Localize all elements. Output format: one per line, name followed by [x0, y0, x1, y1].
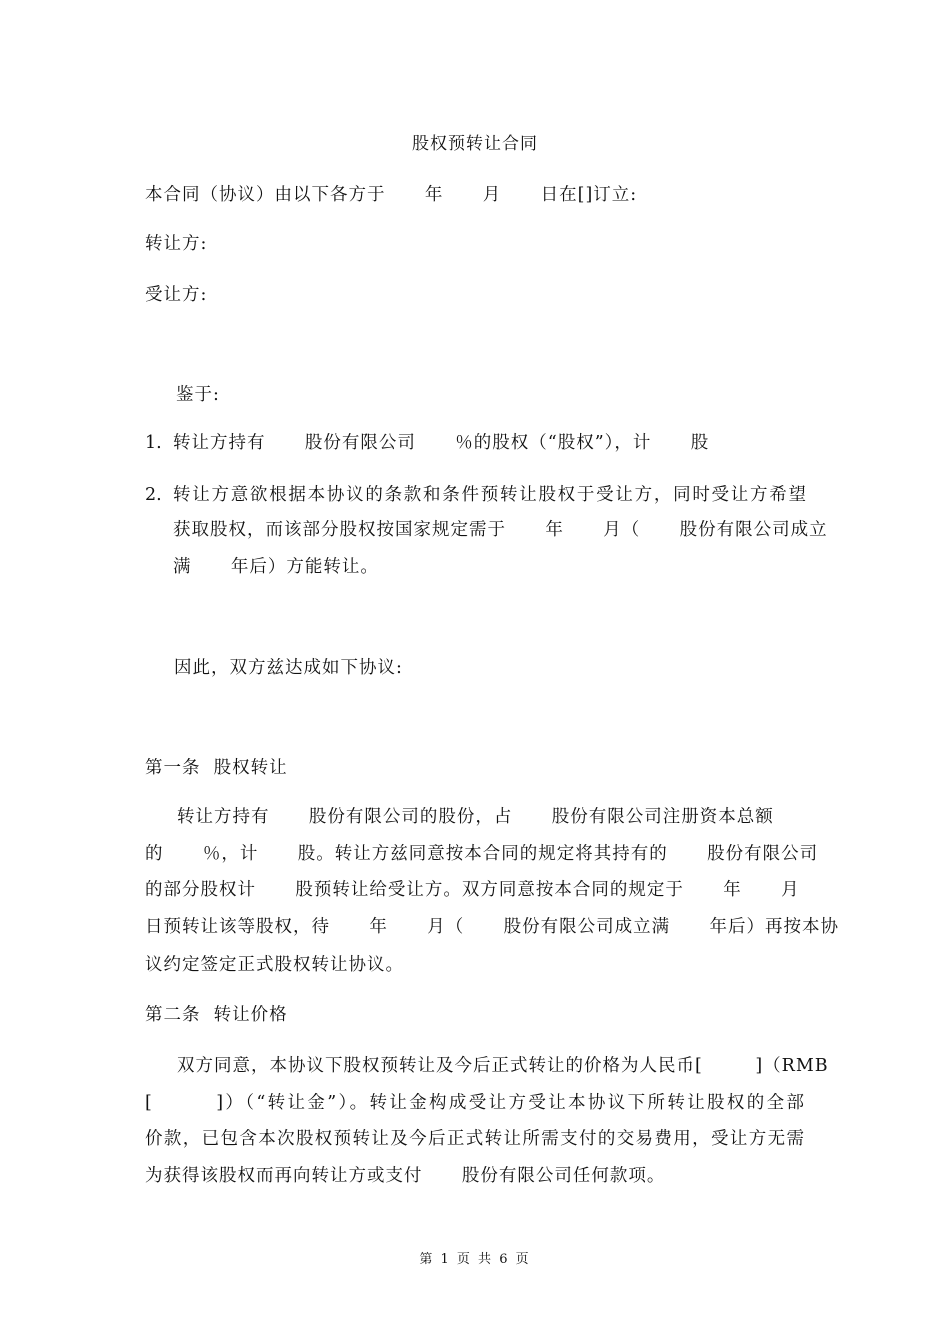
article-line: [ ]）（“转让金”）。转让金构成受让方受让本协议下所转让股权的全部 — [145, 1093, 805, 1113]
document-title: 股权预转让合同 — [412, 134, 538, 154]
recital-number: 1. — [145, 433, 162, 453]
transferee-label: 受让方: — [145, 285, 208, 305]
article-line: 的部分股权计 股预转让给受让方。双方同意按本合同的规定于 年 月 — [145, 880, 800, 900]
article-line: 议约定签定正式股权转让协议。 — [145, 955, 404, 975]
therefore-paragraph: 因此，双方兹达成如下协议: — [174, 658, 403, 678]
transferor-label: 转让方: — [145, 234, 208, 254]
article-line: 为获得该股权而再向转让方或支付 股份有限公司任何款项。 — [145, 1166, 666, 1186]
recital-line: 转让方意欲根据本协议的条款和条件预转让股权于受让方，同时受让方希望 — [173, 485, 807, 505]
article-line: 价款，已包含本次股权预转让及今后正式转让所需支付的交易费用，受让方无需 — [145, 1129, 805, 1149]
article-heading: 第一条 股权转让 — [145, 758, 288, 778]
recital-line: 转让方持有 股份有限公司 ％的股权（“股权”），计 股 — [173, 433, 710, 453]
whereas-label: 鉴于: — [176, 385, 220, 405]
recital-line: 获取股权，而该部分股权按国家规定需于 年 月（ 股份有限公司成立 — [173, 520, 828, 540]
page-footer: 第 1 页 共 6 页 — [419, 1252, 531, 1267]
article-line: 双方同意，本协议下股权预转让及今后正式转让的价格为人民币[ ]（RMB — [177, 1056, 829, 1076]
recital-number: 2. — [145, 485, 162, 505]
article-line: 日预转让该等股权，待 年 月（ 股份有限公司成立满 年后）再按本协 — [145, 917, 840, 937]
article-line: 的 ％，计 股。转让方兹同意按本合同的规定将其持有的 股份有限公司 — [145, 844, 819, 864]
article-heading: 第二条 转让价格 — [145, 1005, 288, 1025]
intro-paragraph: 本合同（协议）由以下各方于 年 月 日在[]订立: — [145, 185, 638, 205]
article-line: 转让方持有 股份有限公司的股份，占 股份有限公司注册资本总额 — [177, 807, 774, 827]
recital-line: 满 年后）方能转让。 — [173, 557, 379, 577]
